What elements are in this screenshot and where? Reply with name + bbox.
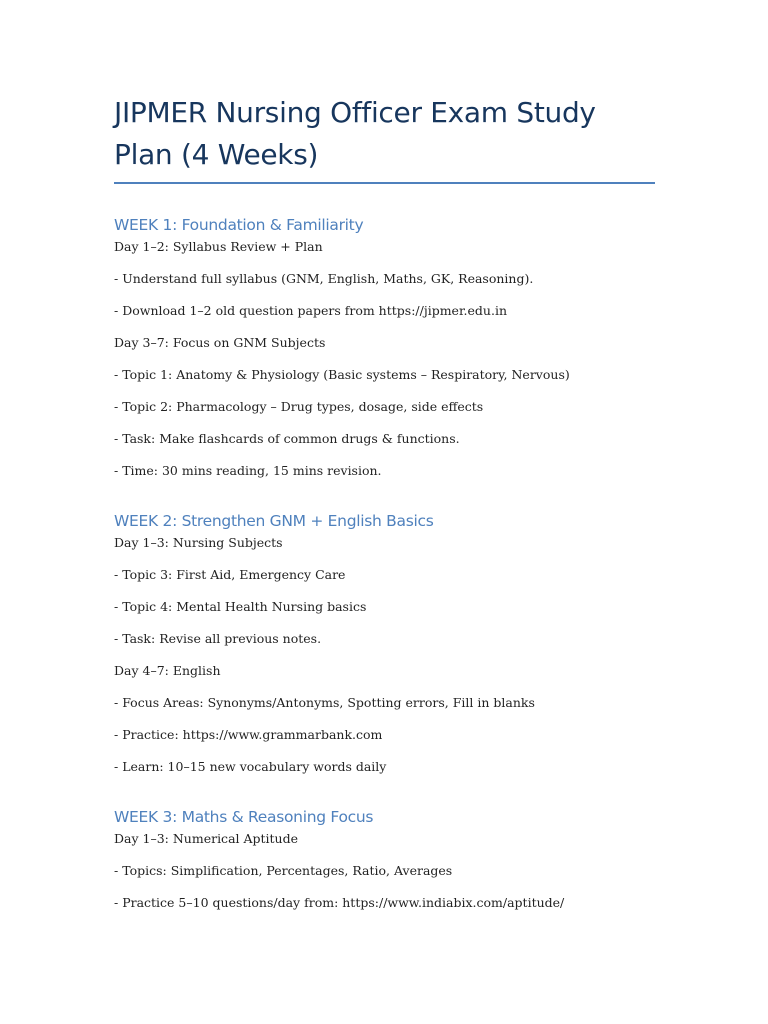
plan-line: - Practice: https://www.grammarbank.com [114, 727, 383, 742]
week-heading: WEEK 3: Maths & Reasoning Focus [114, 808, 374, 826]
plan-line: Day 3–7: Focus on GNM Subjects [114, 335, 326, 350]
week-section-2 [114, 511, 655, 775]
plan-line: - Download 1–2 old question papers from https://jipmer.edu.in [114, 303, 507, 318]
plan-line: - Time: 30 mins reading, 15 mins revision. [114, 463, 382, 478]
plan-line: - Practice 5–10 questions/day from: https://www.indiabix.com/aptitude/ [114, 895, 565, 910]
document-title: JIPMER Nursing Officer Exam Study Plan (4 Weeks) [114, 96, 596, 171]
week-section-3 [114, 807, 655, 911]
document-content [114, 92, 655, 911]
plan-line: - Focus Areas: Synonyms/Antonyms, Spotting errors, Fill in blanks [114, 695, 535, 710]
plan-line: - Topic 1: Anatomy & Physiology (Basic systems – Respiratory, Nervous) [114, 367, 570, 382]
plan-line: Day 1–2: Syllabus Review + Plan [114, 239, 323, 254]
plan-line: - Learn: 10–15 new vocabulary words daily [114, 759, 387, 774]
plan-line: - Task: Revise all previous notes. [114, 631, 322, 646]
title-underline-rule [114, 182, 655, 184]
plan-line: - Topics: Simplification, Percentages, Ratio, Averages [114, 863, 453, 878]
plan-line: - Topic 2: Pharmacology – Drug types, dosage, side effects [114, 399, 484, 414]
week-heading: WEEK 2: Strengthen GNM + English Basics [114, 512, 434, 530]
plan-line: - Topic 4: Mental Health Nursing basics [114, 599, 367, 614]
plan-line: Day 4–7: English [114, 663, 221, 678]
week-section-1 [114, 215, 655, 479]
plan-line: Day 1–3: Numerical Aptitude [114, 831, 299, 846]
plan-line: Day 1–3: Nursing Subjects [114, 535, 283, 550]
week-heading: WEEK 1: Foundation & Familiarity [114, 216, 364, 234]
plan-line: - Topic 3: First Aid, Emergency Care [114, 567, 346, 582]
plan-line: - Task: Make flashcards of common drugs & functions. [114, 431, 460, 446]
plan-line: - Understand full syllabus (GNM, English, Maths, GK, Reasoning). [114, 271, 534, 286]
